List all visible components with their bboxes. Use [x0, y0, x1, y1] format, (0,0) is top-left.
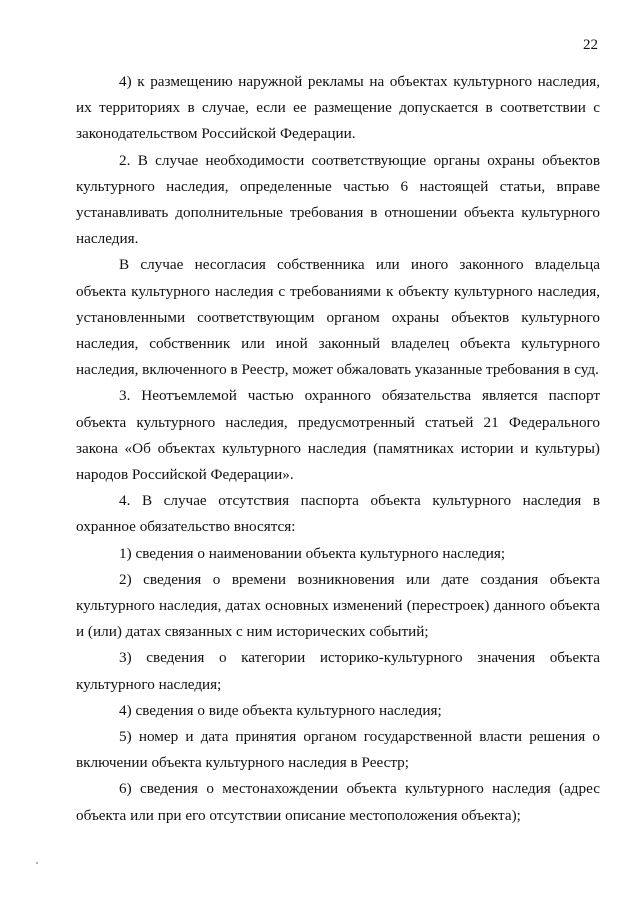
list-item-4-type: 4) сведения о виде объекта культурного наследия; — [119, 701, 442, 719]
page-number: 22 — [583, 37, 598, 53]
scan-speck — [36, 862, 38, 864]
list-item-3-category: 3) сведения о категории историко-культурного значения объекта культурного наследия; — [76, 649, 600, 693]
list-item-5-registry-decision: 5) номер и дата принятия органом государственной власти решения о включении объекта культурного наследия в Реестр; — [76, 728, 600, 772]
list-item-2-dates: 2) сведения о времени возникновения или дате создания объекта культурного наследия, датах основных изменений (перестроек) данного объекта и (или) датах связанных с ним исторических событий; — [76, 570, 600, 641]
paragraph-section-4-no-passport: 4. В случае отсутствия паспорта объекта культурного наследия в охранное обязательство вносятся: — [76, 492, 600, 536]
paragraph-section-2-additional-requirements: 2. В случае необходимости соответствующие органы охраны объектов культурного наследия, определенные частью 6 настоящей статьи, вправе устанавливать дополнительные требования в отношении объекта культурного наследия. — [76, 151, 600, 248]
paragraph-item-4-outdoor-advertising: 4) к размещению наружной рекламы на объектах культурного наследия, их территориях в случае, если ее размещение допускается в соответствии с законодательством Российской Федерации. — [76, 73, 600, 143]
list-item-1-name: 1) сведения о наименовании объекта культурного наследия; — [119, 544, 506, 562]
paragraph-section-3-passport: 3. Неотъемлемой частью охранного обязательства является паспорт объекта культурного наследия, предусмотренный статьей 21 Федерального закона «Об объектах культурного наследия (памятниках истории и культуры) народов Российской Федерации». — [76, 387, 600, 484]
body-text — [76, 69, 600, 829]
list-item-6-location: 6) сведения о местонахождении объекта культурного наследия (адрес объекта или при его отсутствии описание местоположения объекта); — [76, 780, 600, 824]
paragraph-owner-disagreement: В случае несогласия собственника или иного законного владельца объекта культурного наследия с требованиями к объекту культурного наследия, установленными соответствующим органом охраны объектов культурного наследия, собственник или иной законный владелец объекта культурного наследия, включенного в Реестр, может обжаловать указанные требования в суд. — [76, 256, 600, 379]
